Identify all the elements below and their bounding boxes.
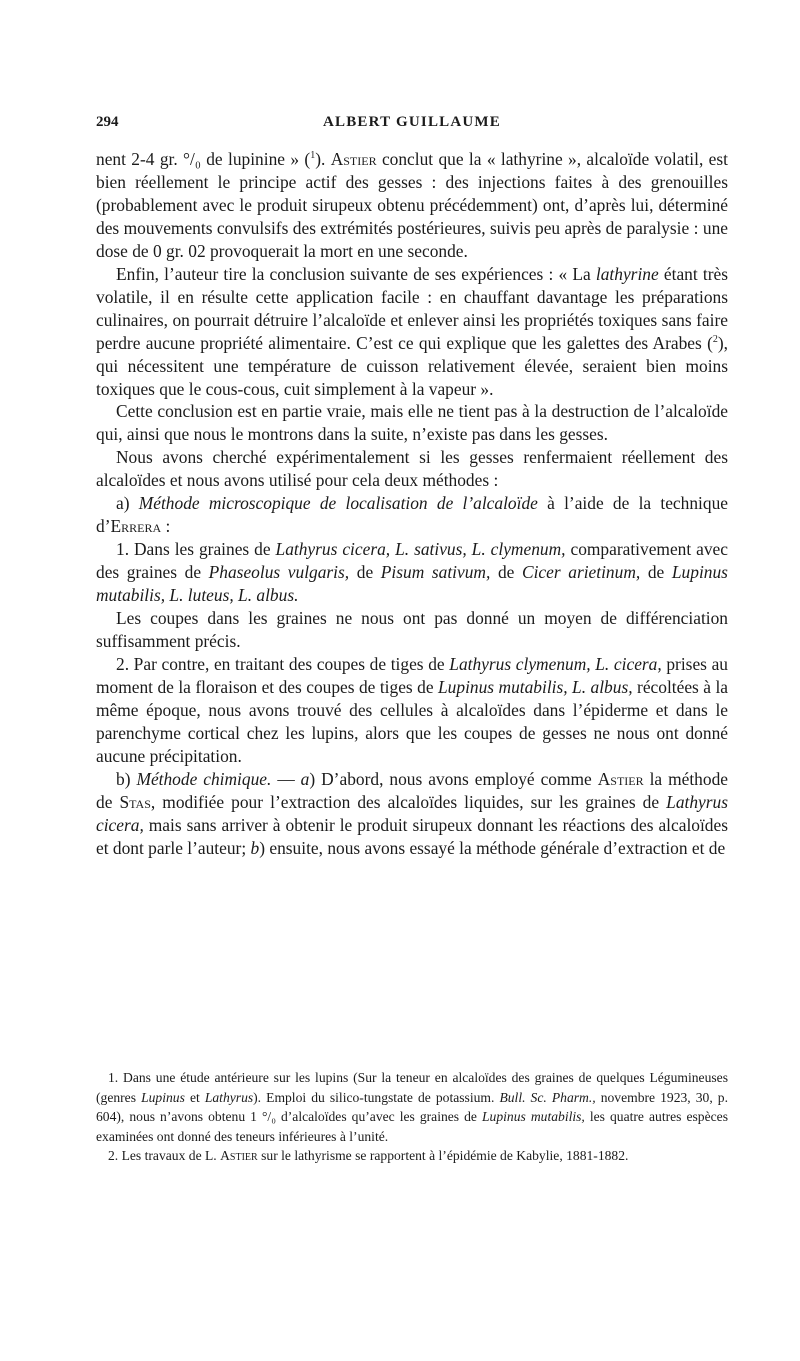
footnote-ref-2: 2 xyxy=(712,333,718,345)
running-title: ALBERT GUILLAUME xyxy=(322,114,501,130)
paragraph-1: nent 2-4 gr. °/₀ de lupinine » ($^1$). Astier conclut que la « lathyrine », alcaloïde volatil, est bien réellement le principe actif des gesses : des injections faites à des grenouilles (probablement avec le produit sirupeux obtenu précédemment) ont, d’après lui, déterminé des mouvements convulsifs des extrémités postérieures, suivis peu après de paralysie : une dose de 0 gr. 02 provoquerait la mort en une seconde. xyxy=(96,149,728,261)
body-text xyxy=(96,148,728,860)
footnote-ref-1: 1 xyxy=(310,150,316,162)
footnotes xyxy=(96,1068,728,1166)
paragraph-4: Nous avons cherché expérimentalement si les gesses renfermaient réellement des alcaloïdes et nous avons utilisé pour cela deux méthodes : xyxy=(96,447,728,491)
author-name: Astier xyxy=(597,768,644,789)
page-number: 294 xyxy=(96,114,119,130)
paragraph-8: 2. Par contre, en traitant des coupes de tiges de Lathyrus clymenum, L. cicera, prises au moment de la floraison et des coupes de tiges de Lupinus mutabilis, L. albus, récoltées à la même époque, nous avons trouvé des cellules à alcaloïdes dans l’épiderme et dans le parenchyme cortical chez les lupins, alors que les coupes de gesses ne nous ont donné aucune précipitation. xyxy=(96,653,728,766)
author-name: Errera xyxy=(110,516,162,537)
paragraph-9: b) Méthode chimique. — a) D’abord, nous avons employé comme Astier la méthode de Stas, modifiée pour l’extraction des alcaloïdes liquides, sur les graines de Lathyrus cicera, mais sans arriver à obtenir le produit sirupeux donnant les réactions des alcaloïdes et dont parle l’auteur; b) ensuite, nous avons essayé la méthode générale d’extraction et de xyxy=(96,768,728,858)
footnote-1: 1. Dans une étude antérieure sur les lupins (Sur la teneur en alcaloïdes des graines de quelques Légumineuses (genres Lupinus et Lathyrus). Emploi du silico-tungstate de potassium. Bull. Sc. Pharm., novembre 1923, 30, p. 604), nous n’avons obtenu 1 °/₀ d’alcaloïdes qu’avec les graines de Lupinus mutabilis, les quatre autres espèces examinées ont donné des teneurs inférieures à l’unité. xyxy=(96,1070,728,1144)
paragraph-2: Enfin, l’auteur tire la conclusion suivante de ses expériences : « La lathyrine étant très volatile, il en résulte cette application facile : en chauffant davantage les préparations culinaires, on pourrait détruire l’alcaloïde et enlever ainsi les propriétés toxiques sans faire perdre aucune propriété alimentaire. C’est ce qui explique que les galettes des Arabes ($^2$), qui nécessitent une température de cuisson relativement élevée, seraient bien moins toxiques que le cous-cous, cuit simplement à la vapeur ». xyxy=(96,263,728,399)
paragraph-6: 1. Dans les graines de Lathyrus cicera, L. sativus, L. clymenum, comparativement avec des graines de Phaseolus vulgaris, de Pisum sativum, de Cicer arietinum, de Lupinus mutabilis, L. luteus, L. albus. xyxy=(96,539,728,606)
running-header xyxy=(96,114,728,138)
footnote-2: 2. Les travaux de L. Astier sur le lathyrisme se rapportent à l’épidémie de Kabylie, 1881-1882. xyxy=(108,1148,629,1164)
author-name: Stas xyxy=(119,791,151,812)
paragraph-7: Les coupes dans les graines ne nous ont pas donné un moyen de différenciation suffisamment précis. xyxy=(96,608,728,652)
paragraph-3: Cette conclusion est en partie vraie, mais elle ne tient pas à la destruction de l’alcaloïde qui, ainsi que nous le montrons dans la suite, n’existe pas dans les gesses. xyxy=(96,401,728,445)
author-name: Astier xyxy=(330,149,377,169)
paragraph-5: a) Méthode microscopique de localisation de l’alcaloïde à l’aide de la technique d’Errera : xyxy=(96,493,728,537)
author-name: Astier xyxy=(220,1148,258,1164)
